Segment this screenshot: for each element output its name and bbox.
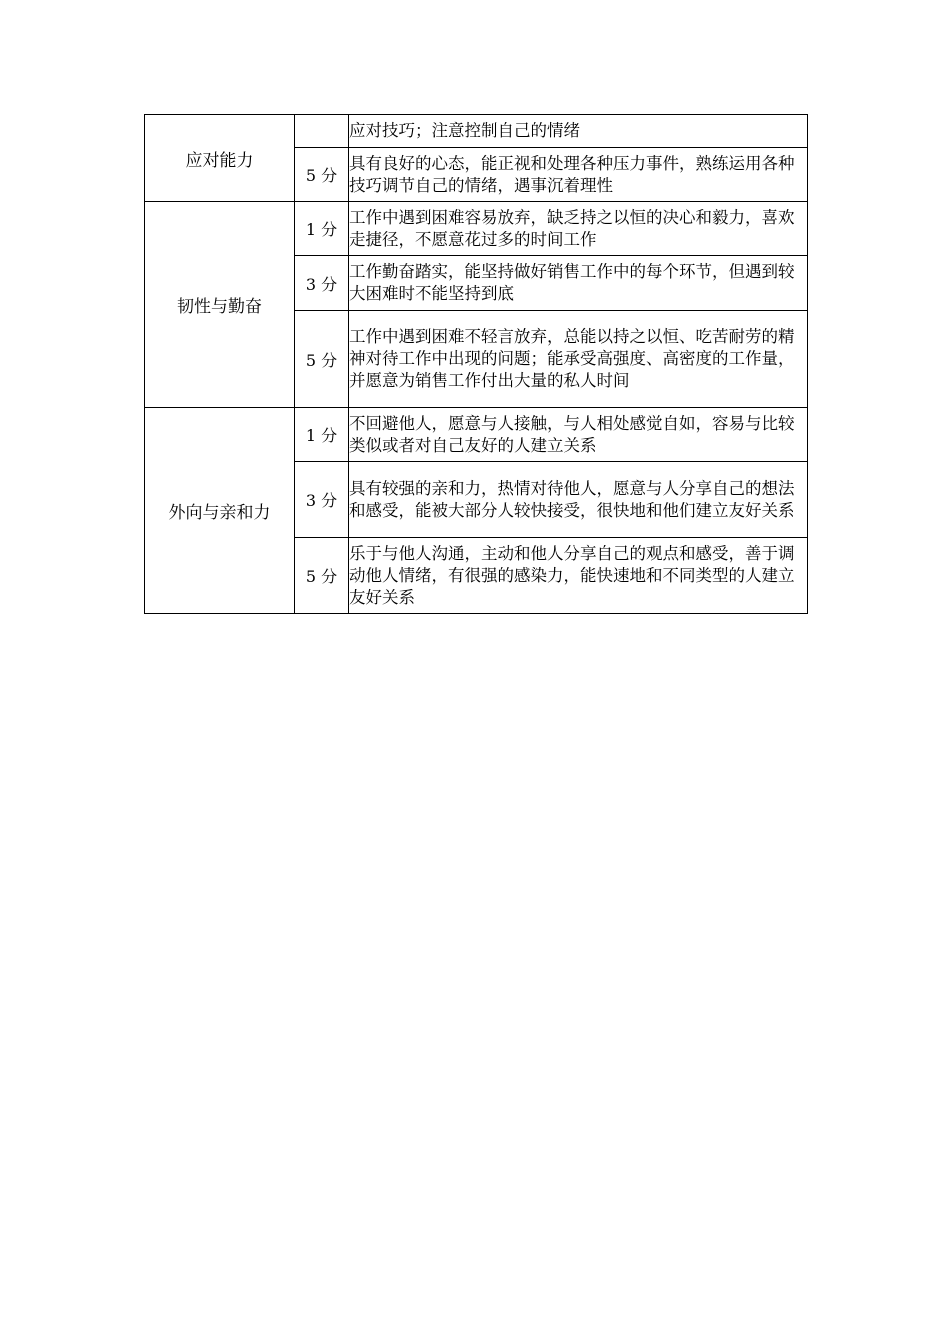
table-row — [145, 408, 808, 462]
score-cell — [295, 115, 349, 148]
description-cell: 具有较强的亲和力，热情对待他人，愿意与人分享自己的想法和感受，能被大部分人较快接受，很快地和他们建立友好关系 — [349, 462, 808, 538]
table-row — [145, 202, 808, 256]
description-cell: 乐于与他人沟通，主动和他人分享自己的观点和感受，善于调动他人情绪，有很强的感染力，能快速地和不同类型的人建立友好关系 — [349, 538, 808, 614]
score-cell: 3 分 — [295, 462, 349, 538]
description-cell: 不回避他人，愿意与人接触，与人相处感觉自如，容易与比较类似或者对自己友好的人建立关系 — [349, 408, 808, 462]
description-cell: 工作中遇到困难不轻言放弃，总能以持之以恒、吃苦耐劳的精神对待工作中出现的问题；能承受高强度、高密度的工作量，并愿意为销售工作付出大量的私人时间 — [349, 311, 808, 408]
description-cell: 工作勤奋踏实，能坚持做好销售工作中的每个环节，但遇到较大困难时不能坚持到底 — [349, 256, 808, 311]
evaluation-table — [144, 114, 808, 614]
score-cell: 5 分 — [295, 311, 349, 408]
category-cell: 韧性与勤奋 — [145, 202, 295, 408]
category-cell: 外向与亲和力 — [145, 408, 295, 614]
table-row — [145, 115, 808, 148]
score-cell: 5 分 — [295, 148, 349, 202]
score-cell: 3 分 — [295, 256, 349, 311]
score-cell: 1 分 — [295, 202, 349, 256]
score-cell: 1 分 — [295, 408, 349, 462]
description-cell: 应对技巧；注意控制自己的情绪 — [349, 115, 808, 148]
description-cell: 具有良好的心态，能正视和处理各种压力事件，熟练运用各种技巧调节自己的情绪，遇事沉着理性 — [349, 148, 808, 202]
score-cell: 5 分 — [295, 538, 349, 614]
category-cell: 应对能力 — [145, 115, 295, 202]
description-cell: 工作中遇到困难容易放弃，缺乏持之以恒的决心和毅力，喜欢走捷径，不愿意花过多的时间工作 — [349, 202, 808, 256]
